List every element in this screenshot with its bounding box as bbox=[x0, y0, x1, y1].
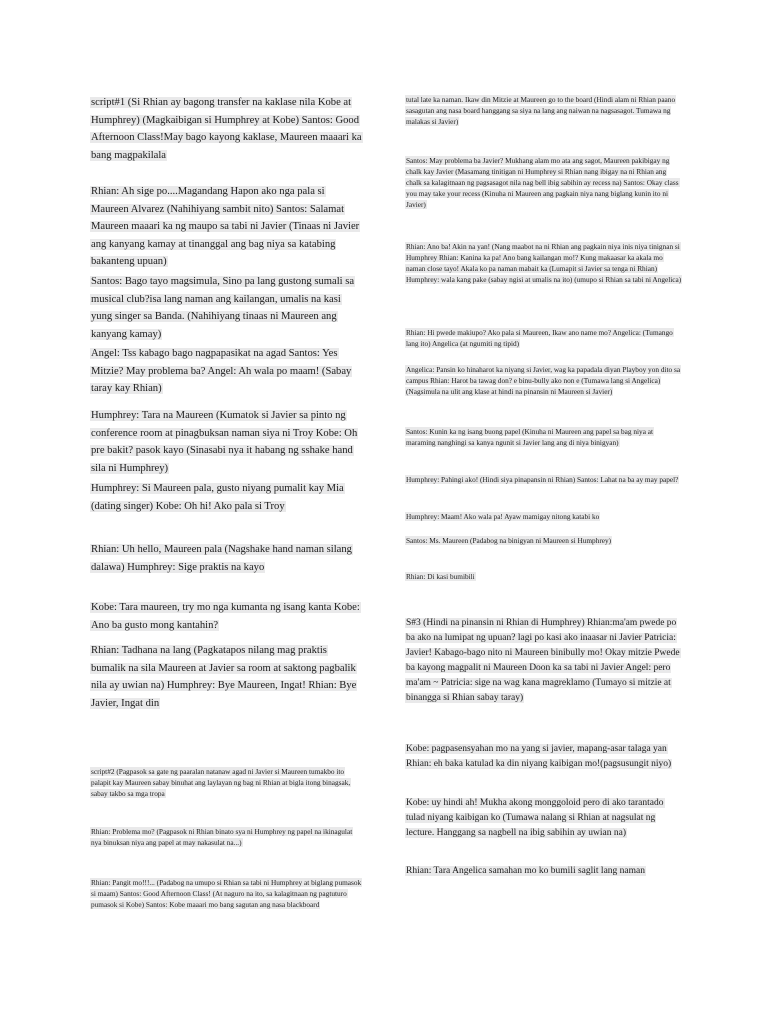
script-2-intro-paragraph: script#2 (Pagpasok sa gate ng paaralan natanaw agad ni Javier si Maureen tumakbo ito palapit kay Maureen sabay binuhat ang laylayan ng bag ni Rhian at bigla itong binagsak, sabay takbo sa mga tropa bbox=[91, 767, 351, 798]
scene-3-paragraph: S#3 (Hindi na pinansin ni Rhian di Humphrey) Rhian:ma'am pwede po ba ako na lumipat ng upuan? lagi po kasi ako inaasar ni Javier Patricia: Javier! Kabago-bago nito ni Maureen binibully mo! Okay mitzie Pwede ba kayong magpalit ni Maureen Doon ka sa tabi ni Javier Angel: pero ma'am ~ Patricia: sige na wag kana magreklamo (Tumayo si mitzie at binangga si Rhian sabay taray) bbox=[406, 618, 680, 703]
dialogue-paragraph: Humphrey: Tara na Maureen (Kumatok si Javier sa pinto ng conference room at pinagbuksan naman siya ni Troy Kobe: Oh pre bakit? pasok kayo (Sinasabi nya it habang ng sshake hand sila ni Humphrey) bbox=[91, 410, 358, 474]
dialogue-paragraph: Kobe: uy hindi ah! Mukha akong monggoloid pero di ako tarantado tulad niyang kaibigan ko (Tumawa nalang si Rhian at nagsulat ng lecture. Hanggang sa nagbell na ibig sabihin ay uwian na) bbox=[406, 798, 664, 838]
dialogue-paragraph: Rhian: Pangit mo!!!... (Padabog na umupo si Rhian sa tabi ni Humphrey at biglang pumasok si maam) Santos: Good Afternoon Class! (At naguro na ito, sa kalagitnaan ng pagtuturo pumasok si Kobe) Santos: Kobe maaari mo bang sagutan ang nasa blackboard bbox=[91, 878, 362, 909]
dialogue-paragraph: Humphrey: Maam! Ako wala pa! Ayaw mamigay nitong katabi ko bbox=[406, 512, 600, 521]
dialogue-paragraph: Santos: Kunin ka ng isang buong papel (Kinuha ni Maureen ang papel sa bag niya at maraming nanghingi sa kanya ngunit si Javier lang ang di niya binigyan) bbox=[406, 427, 654, 447]
dialogue-paragraph: tutal late ka naman. Ikaw din Mitzie at Maureen go to the board (Hindi alam ni Rhian paano sasagutan ang nasa board hanggang sa siya na lang ang naiwan na nagsasagot. Tumawa ng malakas si Javier) bbox=[406, 95, 676, 126]
dialogue-paragraph: Rhian: Di kasi bumibili bbox=[406, 572, 475, 581]
dialogue-paragraph: Rhian: Ah sige po....Magandang Hapon ako nga pala si Maureen Alvarez (Nahihiyang sambit nito) Santos: Salamat Maureen maaari ka ng maupo sa tabi ni Javier (Tinaas ni Javier ang kanyang kamay at tinanggal ang bag niya sa katabing bakanteng upuan) bbox=[91, 186, 360, 268]
dialogue-paragraph: Kobe: pagpasensyahan mo na yang si javier, mapang-asar talaga yan Rhian: eh baka katulad ka din niyang kaibigan mo!(pagsusungit niyo) bbox=[406, 744, 672, 769]
dialogue-paragraph: Rhian: Tara Angelica samahan mo ko bumili saglit lang naman bbox=[406, 866, 645, 876]
dialogue-paragraph: Humphrey: Si Maureen pala, gusto niyang pumalit kay Mia (dating singer) Kobe: Oh hi! Ako pala si Troy bbox=[91, 483, 344, 512]
dialogue-paragraph: Santos: Ms. Maureen (Padabog na binigyan ni Maureen si Humphrey) bbox=[406, 536, 612, 545]
dialogue-paragraph: Rhian: Tadhana na lang (Pagkatapos nilang mag praktis bumalik na sila Maureen at Javier sa room at saktong pagbalik nila ay uwian na) Humphrey: Bye Maureen, Ingat! Rhian: Bye Javier, Ingat din bbox=[91, 645, 357, 709]
dialogue-paragraph: Santos: May problema ba Javier? Mukhang alam mo ata ang sagot, Maureen pakibigay ng chalk kay Javier (Masamang tinitigan ni Humphrey si Rhian nang ibigay na ni Rhian ang chalk sa kalagitnaan ng pagsasagot nila nag bell ibig sabihin ay recess na) Santos: Okay class you may take your recess (Kinuha ni Maureen ang pagkain niya nang biglang kunin ito ni Javier) bbox=[406, 156, 679, 209]
dialogue-paragraph: Rhian: Hi pwede makiupo? Ako pala si Maureen, Ikaw ano name mo? Angelica: (Tumango lang ito) Angelica (at ngumiti ng tipid) bbox=[406, 328, 673, 348]
dialogue-paragraph: Angelica: Pansin ko hinaharot ka niyang si Javier, wag ka papadala diyan Playboy yon dito sa campus Rhian: Harot ba tawag don? e binu-bully ako non e (Tumawa lang si Angelica) (Nagsimula na ulit ang klase at hindi na pinansin ni Maureen si Javier) bbox=[406, 365, 681, 396]
script-1-intro-paragraph: script#1 (Si Rhian ay bagong transfer na kaklase nila Kobe at Humphrey) (Magkaibigan si Humphrey at Kobe) Santos: Good Afternoon Class!May bago kayong kaklase, Maureen maaari ka bang magpakilala bbox=[91, 97, 362, 161]
dialogue-paragraph: Rhian: Problema mo? (Pagpasok ni Rhian binato sya ni Humphrey ng papel na ikinagulat nya binuksan niya ang papel at may nakasulat na...) bbox=[91, 827, 353, 847]
dialogue-paragraph: Santos: Bago tayo magsimula, Sino pa lang gustong sumali sa musical club?isa lang naman ang kailangan, umalis na kasi yung singer sa Banda. (Nahihiyang tinaas ni Maureen ang kanyang kamay) bbox=[91, 276, 355, 340]
dialogue-paragraph: Angel: Tss kabago bago nagpapasikat na agad Santos: Yes Mitzie? May problema ba? Angel: Ah wala po maam! (Sabay taray kay Rhian) bbox=[91, 348, 352, 395]
dialogue-paragraph: Humphrey: Pahingi ako! (Hindi siya pinapansin ni Rhian) Santos: Lahat na ba ay may papel? bbox=[406, 475, 679, 484]
dialogue-paragraph: Rhian: Ano ba! Akin na yan! (Nang maabot na ni Rhian ang pagkain niya inis niya tinignan si Humphrey Rhian: Kanina ka pa! Ano bang kailangan mo!? Kung makaasar ka akala mo naman close tayo! Akala ko pa naman mabait ka (Lumapit si Javier sa tenga ni Rhian) Humphrey: wala kang pake (sabay ngisi at umalis na ito) (umupo si Rhian sa tabi ni Angelica) bbox=[406, 242, 682, 284]
dialogue-paragraph: Kobe: Tara maureen, try mo nga kumanta ng isang kanta Kobe: Ano ba gusto mong kantahin? bbox=[91, 602, 360, 631]
dialogue-paragraph: Rhian: Uh hello, Maureen pala (Nagshake hand naman silang dalawa) Humphrey: Sige praktis na kayo bbox=[91, 544, 352, 573]
